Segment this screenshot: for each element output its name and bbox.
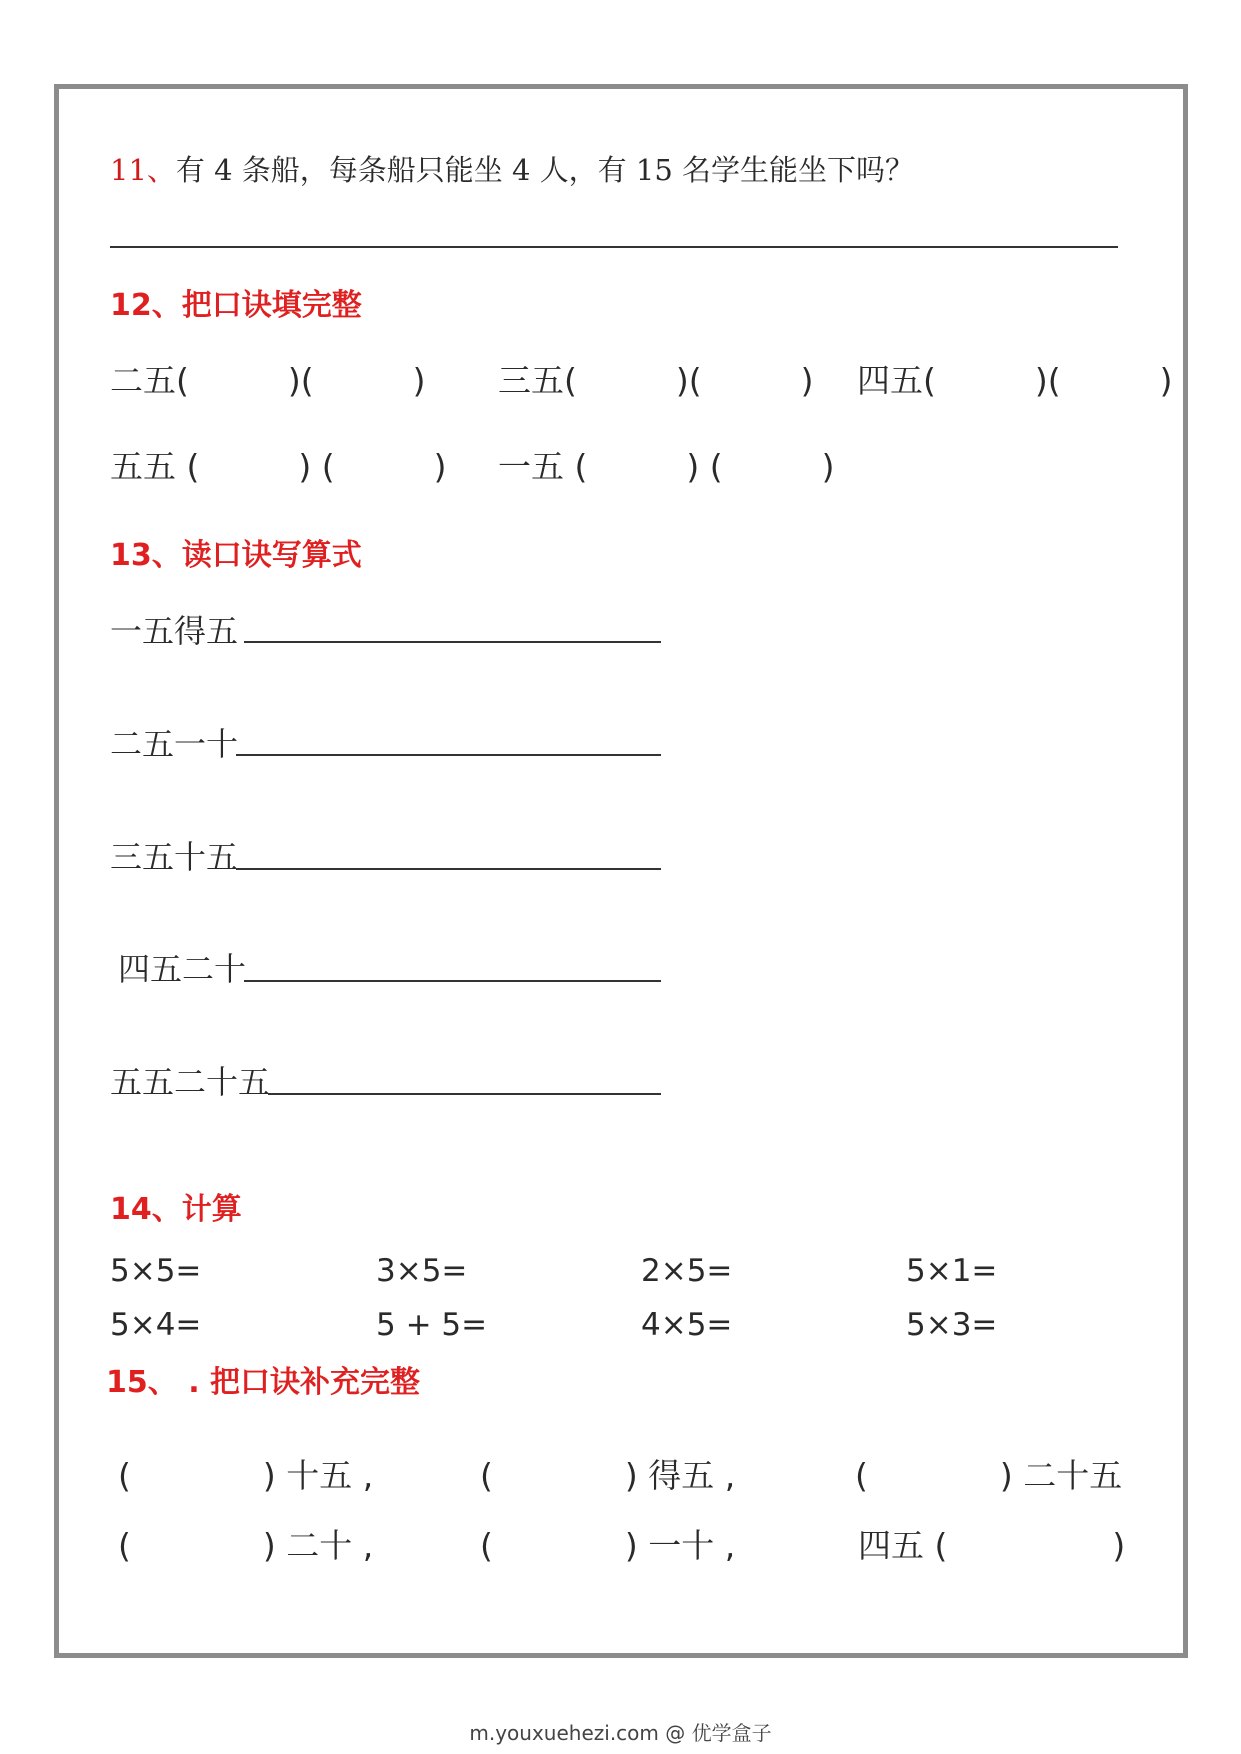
q13-item-2-answer-line[interactable]	[236, 754, 661, 756]
q15-item-2[interactable]: ( ) 得五 ,	[480, 1456, 736, 1495]
q12-item-3[interactable]: 四五( )( )	[857, 361, 1173, 400]
q14-item-6[interactable]: 5 + 5=	[376, 1307, 488, 1343]
q15-item-1[interactable]: ( ) 十五 ,	[118, 1456, 374, 1495]
q12-item-1[interactable]: 二五( )( )	[110, 361, 426, 400]
q13-item-4-label: 四五二十	[118, 950, 247, 988]
question-11-number: 11、	[110, 153, 176, 187]
question-11-text: 有 4 条船，每条船只能坐 4 人，有 15 名学生能坐下吗？	[175, 153, 915, 187]
q15-item-3[interactable]: ( ) 二十五	[855, 1456, 1123, 1495]
question-11-answer-line[interactable]	[110, 246, 1118, 248]
question-12-heading: 12、把口诀填完整	[110, 288, 362, 323]
q13-item-3-answer-line[interactable]	[236, 868, 661, 870]
q14-item-7[interactable]: 4×5=	[641, 1307, 733, 1343]
q12-item-2[interactable]: 三五( )( )	[498, 361, 814, 400]
q13-item-1-label: 一五得五	[110, 612, 239, 650]
q14-item-4[interactable]: 5×1=	[906, 1253, 998, 1289]
q12-item-5[interactable]: 一五 ( ) ( )	[498, 447, 835, 486]
q13-item-3-label: 三五十五	[110, 838, 239, 876]
question-15-heading: 15、 . 把口诀补充完整	[106, 1365, 421, 1400]
q15-item-4[interactable]: ( ) 二十 ,	[118, 1526, 374, 1565]
q15-item-5[interactable]: ( ) 一十 ,	[480, 1526, 736, 1565]
q14-item-1[interactable]: 5×5=	[110, 1253, 202, 1289]
q13-item-5-answer-line[interactable]	[268, 1093, 661, 1095]
q12-item-4[interactable]: 五五 ( ) ( )	[110, 447, 447, 486]
q14-item-5[interactable]: 5×4=	[110, 1307, 202, 1343]
footer-watermark: m.youxuehezi.com @ 优学盒子	[469, 1721, 772, 1745]
question-11	[110, 148, 914, 189]
question-14-heading: 14、计算	[110, 1192, 242, 1227]
q13-item-1-answer-line[interactable]	[244, 641, 661, 643]
q14-item-2[interactable]: 3×5=	[376, 1253, 468, 1289]
q14-item-8[interactable]: 5×3=	[906, 1307, 998, 1343]
q13-item-5-label: 五五二十五	[110, 1063, 271, 1101]
q13-item-2-label: 二五一十	[110, 725, 239, 763]
q14-item-3[interactable]: 2×5=	[641, 1253, 733, 1289]
q15-item-6[interactable]: 四五 ( )	[858, 1526, 1126, 1565]
q13-item-4-answer-line[interactable]	[244, 980, 661, 982]
question-13-heading: 13、读口诀写算式	[110, 538, 362, 573]
